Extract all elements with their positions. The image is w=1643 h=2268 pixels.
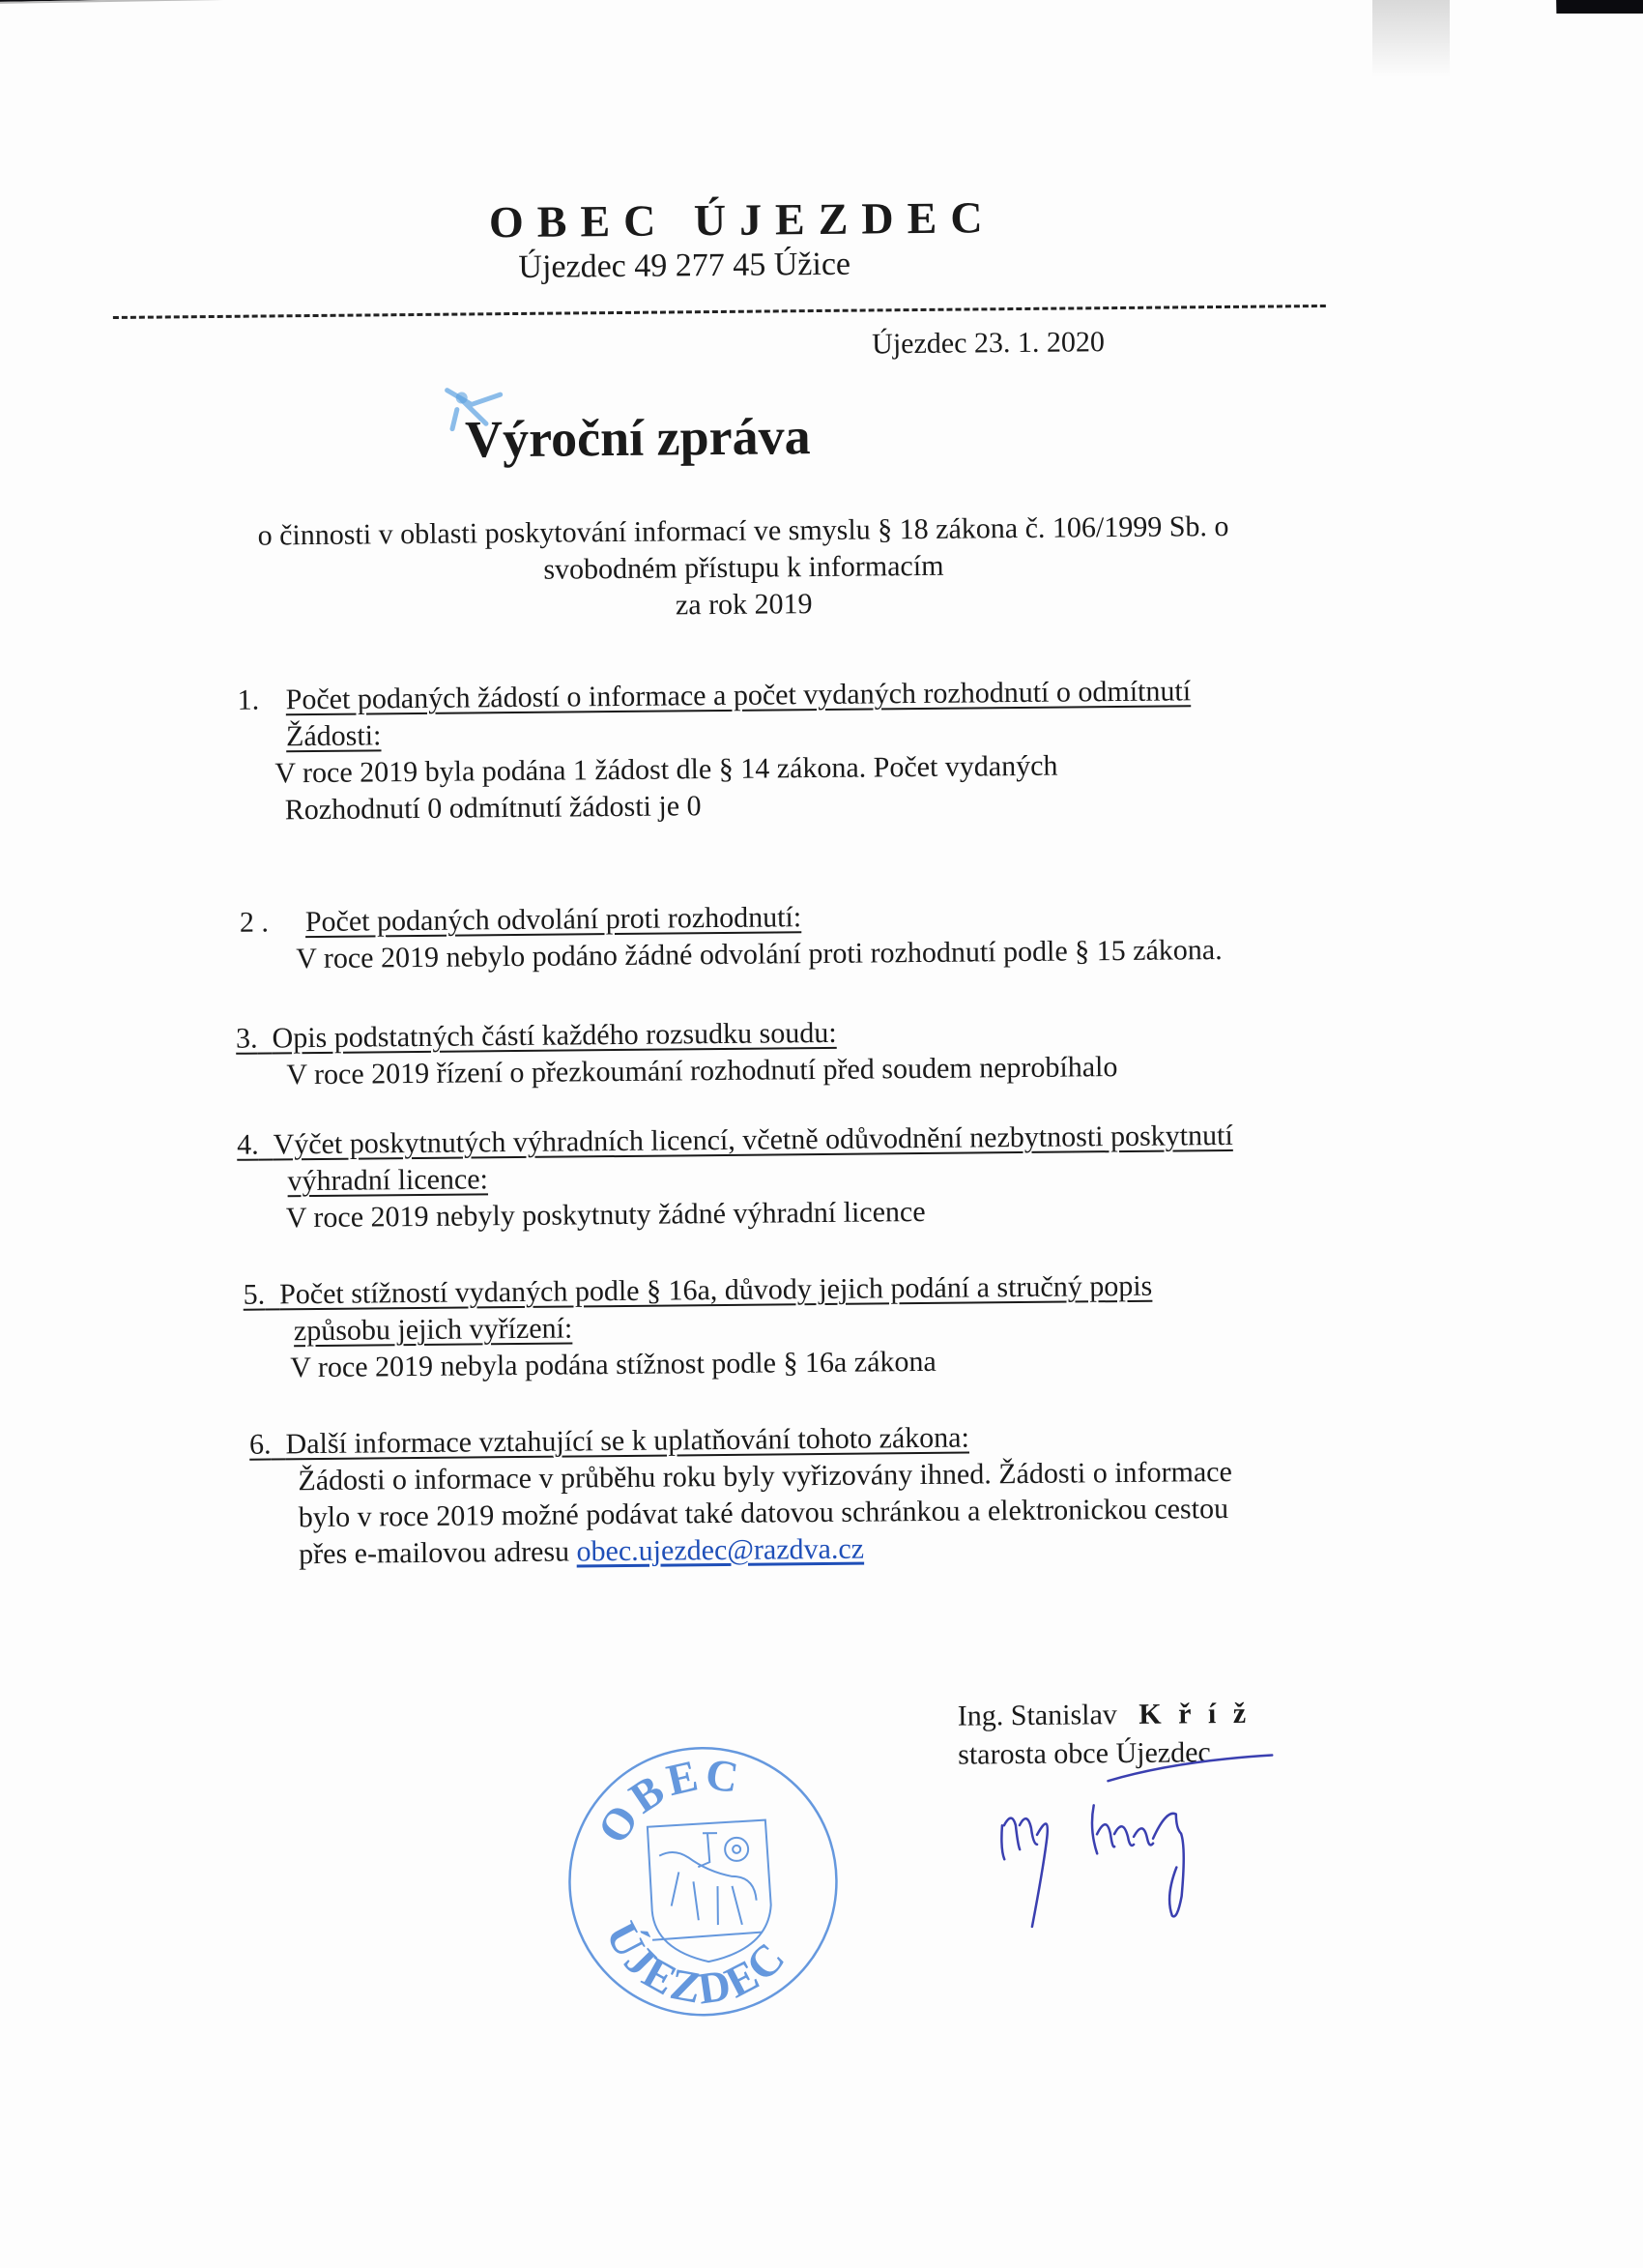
section-number: 6. <box>248 1428 272 1461</box>
section-4 <box>237 1118 1234 1237</box>
section-heading: výhradní licence: <box>287 1163 489 1198</box>
section-1 <box>238 673 1193 829</box>
email-link[interactable]: obec.ujezdec@razdva.cz <box>576 1532 865 1568</box>
stamp-bottom-text: ÚJEZDEC <box>596 1913 796 2014</box>
handwritten-signature-icon <box>982 1750 1293 1946</box>
section-heading-text: Výčet poskytnutých výhradních licencí, včetně odůvodnění nezbytnosti poskytnutí <box>273 1119 1233 1161</box>
page-title: Výroční zpráva <box>464 407 811 469</box>
section-heading-text: Počet stížností vydaných podle § 16a, důvody jejich podání a stručný popis <box>278 1269 1153 1311</box>
section-body: V roce 2019 nebyly poskytnuty žádné výhradní licence <box>285 1195 926 1235</box>
section-number: 1. <box>237 683 260 716</box>
section-body: V roce 2019 řízení o přezkoumání rozhodnutí před soudem neprobíhalo <box>286 1051 1118 1091</box>
section-heading: Počet podaných odvolání proti rozhodnutí: <box>304 901 802 939</box>
subtitle-line: svobodném přístupu k informacím <box>543 549 944 586</box>
coat-of-arms-icon <box>648 1820 771 1963</box>
section-body: bylo v roce 2019 možné podávat také datovou schránkou a elektronickou cestou <box>298 1492 1229 1534</box>
section-number: 4. <box>236 1128 259 1161</box>
section-body: V roce 2019 nebylo podáno žádné odvolání proti rozhodnutí podle § 15 zákona. <box>296 934 1223 975</box>
signatory-name <box>958 1698 1252 1733</box>
date-line: Újezdec 23. 1. 2020 <box>872 326 1106 361</box>
subtitle <box>187 508 1300 628</box>
section-heading <box>236 1015 837 1058</box>
section-number: 3. <box>235 1022 258 1055</box>
section-number: 2 . <box>239 906 270 939</box>
section-body: V roce 2019 nebyla podána stížnost podle § 16a zákona <box>290 1345 937 1384</box>
signatory-role: starosta obce Újezdec <box>958 1736 1211 1771</box>
section-heading: způsobu jejich vyřízení: <box>293 1312 573 1348</box>
section-body: Rozhodnutí 0 odmítnutí žádosti je 0 <box>284 790 702 827</box>
header-divider <box>113 305 1326 319</box>
signatory-surname: K ř í ž <box>1139 1697 1252 1730</box>
org-name: OBEC ÚJEZDEC <box>488 192 996 247</box>
signatory-first-name: Ing. Stanislav <box>957 1699 1117 1732</box>
section-5 <box>243 1268 1153 1387</box>
section-body: Žádosti o informace v průběhu roku byly vyřizovány ihned. Žádosti o informace <box>298 1455 1232 1497</box>
section-number: 5. <box>243 1278 266 1311</box>
section-heading-text: Další informace vztahující se k uplatňování tohoto zákona: <box>285 1421 970 1461</box>
subtitle-line: o činnosti v oblasti poskytování informací ve smyslu § 18 zákona č. 106/1999 Sb. o <box>257 509 1229 552</box>
section-3 <box>236 1012 1118 1094</box>
section-heading: Počet podaných žádostí o informace a počet vydaných rozhodnutí o odmítnutí <box>285 675 1192 716</box>
section-2 <box>240 895 1223 978</box>
section-6 <box>249 1417 1233 1574</box>
municipal-stamp-icon <box>562 1740 845 2023</box>
section-heading-text: Opis podstatných částí každého rozsudku soudu: <box>272 1016 837 1055</box>
subtitle-line: za rok 2019 <box>675 588 813 622</box>
section-body: V roce 2019 byla podána 1 žádost dle § 14 zákona. Počet vydaných <box>274 749 1058 790</box>
section-heading: Žádosti: <box>285 719 382 753</box>
org-address: Újezdec 49 277 45 Úžice <box>518 246 851 285</box>
stamp-top-text: OBEC <box>588 1748 746 1852</box>
section-body-text: přes e-mailovou adresu <box>299 1535 577 1571</box>
